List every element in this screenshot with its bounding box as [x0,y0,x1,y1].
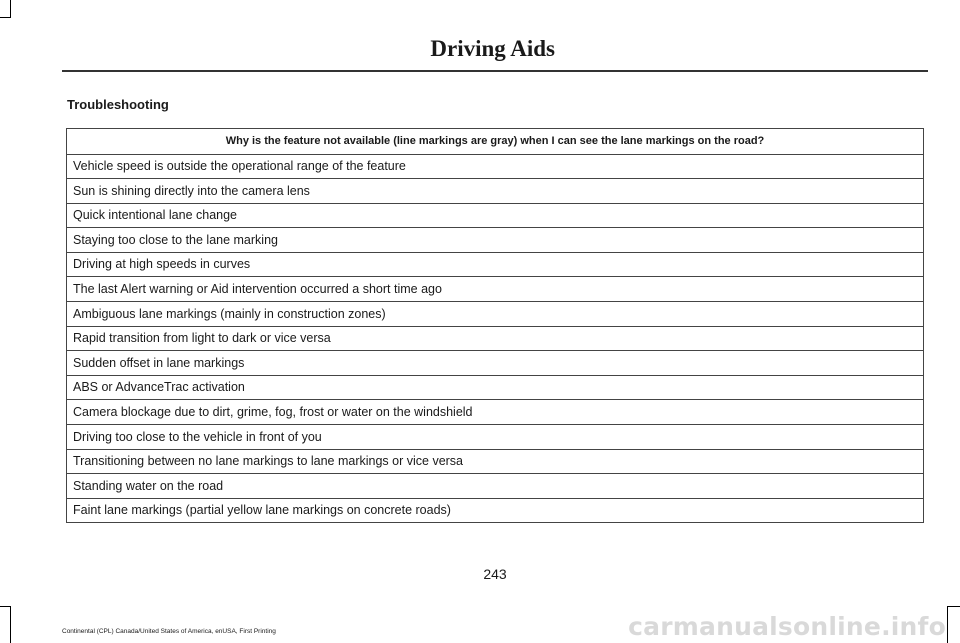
table-cell: Sudden offset in lane markings [67,351,924,376]
table-cell: Staying too close to the lane marking [67,228,924,253]
table-row [67,425,924,450]
crop-mark-bottom-left-horizontal [0,606,11,607]
table-row [67,252,924,277]
page-number: 243 [483,566,507,582]
table-cell: Driving too close to the vehicle in front of you [67,425,924,450]
table-row [67,449,924,474]
page-title: Driving Aids [430,36,555,61]
troubleshooting-table [66,128,924,523]
table-row [67,228,924,253]
table-row [67,326,924,351]
table-row [67,179,924,204]
crop-mark-bottom-right-vertical [947,606,948,643]
table-header-row [67,129,924,155]
section-heading: Troubleshooting [67,97,169,112]
table-row [67,302,924,327]
table-cell: Quick intentional lane change [67,203,924,228]
table-header-cell: Why is the feature not available (line markings are gray) when I can see the lane markings on the road? [67,129,924,155]
table-cell: The last Alert warning or Aid intervention occurred a short time ago [67,277,924,302]
watermark: carmanualsonline.info [628,612,946,641]
table-row [67,351,924,376]
crop-mark-bottom-right-horizontal [947,606,960,607]
crop-mark-bottom-left-vertical [10,606,11,643]
table-cell: ABS or AdvanceTrac activation [67,375,924,400]
table-row [67,400,924,425]
table-cell: Ambiguous lane markings (mainly in construction zones) [67,302,924,327]
table-row [67,498,924,523]
table-row [67,203,924,228]
table-cell: Faint lane markings (partial yellow lane markings on concrete roads) [67,498,924,523]
table-cell: Camera blockage due to dirt, grime, fog, frost or water on the windshield [67,400,924,425]
crop-mark-top-left-vertical [10,0,11,17]
table-row [67,474,924,499]
table-cell: Driving at high speeds in curves [67,252,924,277]
table-row [67,277,924,302]
table-cell: Rapid transition from light to dark or vice versa [67,326,924,351]
table-cell: Vehicle speed is outside the operational range of the feature [67,154,924,179]
table-cell: Standing water on the road [67,474,924,499]
crop-mark-top-left-horizontal [0,17,11,18]
table-cell: Transitioning between no lane markings to lane markings or vice versa [67,449,924,474]
header-divider [62,70,928,72]
table-row [67,375,924,400]
edition-footer: Continental (CPL) Canada/United States of America, enUSA, First Printing [62,628,276,635]
table-cell: Sun is shining directly into the camera lens [67,179,924,204]
table-row [67,154,924,179]
